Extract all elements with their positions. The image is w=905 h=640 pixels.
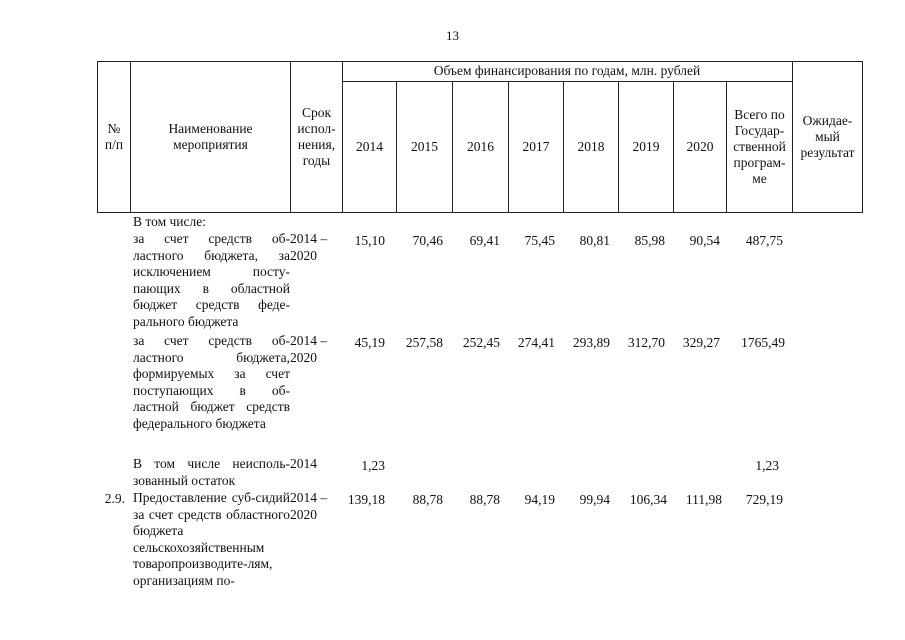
header-year: 2018 xyxy=(577,139,605,154)
row-value: 70,46 xyxy=(412,233,443,248)
row-value: 75,45 xyxy=(524,233,555,248)
row-value: 99,94 xyxy=(579,492,610,507)
col-border xyxy=(862,61,863,213)
row-value: 45,19 xyxy=(354,335,385,350)
row-value: 1,23 xyxy=(361,458,385,473)
row-value: 88,78 xyxy=(469,492,500,507)
header-total: Всего по Государ- ственной програм- ме xyxy=(733,107,786,186)
header-bottom-border xyxy=(97,212,862,213)
row-text: за счет средств об-ластного бюджета, за исключением посту-пающих в областной бюджет средств феде-рального бюджета xyxy=(133,231,290,329)
header-funding: Объем финансирования по годам, млн. рублей xyxy=(433,63,701,78)
row-total: 729,19 xyxy=(745,492,783,507)
row-value: 94,19 xyxy=(524,492,555,507)
row-value: 252,45 xyxy=(462,335,500,350)
row-term: 2014 – 2020 xyxy=(290,490,328,522)
row-text: В том числе неисполь-зованный остаток xyxy=(133,456,290,488)
header-name: Наименование мероприятия xyxy=(168,121,253,152)
row-value: 69,41 xyxy=(469,233,500,248)
row-value: 293,89 xyxy=(572,335,610,350)
row-value: 139,18 xyxy=(347,492,385,507)
row-total: 1765,49 xyxy=(741,335,785,350)
row-value: 85,98 xyxy=(634,233,665,248)
row-value: 15,10 xyxy=(354,233,385,248)
row-value: 106,34 xyxy=(629,492,667,507)
row-term: 2014 – 2020 xyxy=(290,333,328,365)
row-total: 487,75 xyxy=(745,233,783,248)
header-no: № п/п xyxy=(104,121,124,152)
row-text: В том числе: xyxy=(133,214,206,229)
header-term: Срок испол- нения, годы xyxy=(297,105,336,168)
header-year: 2020 xyxy=(686,139,714,154)
row-total: 1,23 xyxy=(755,458,779,473)
row-value: 88,78 xyxy=(412,492,443,507)
row-value: 312,70 xyxy=(627,335,665,350)
row-text: Предоставление суб-сидий за счет средств областного бюджета сельскохозяйственным товаропроизводите-лям, организациям по- xyxy=(133,490,290,588)
header-year: 2016 xyxy=(467,139,494,154)
page-number: 13 xyxy=(446,28,459,43)
header-year: 2017 xyxy=(522,139,550,154)
row-term: 2014 xyxy=(290,456,317,471)
header-year: 2019 xyxy=(632,139,660,154)
row-value: 111,98 xyxy=(685,492,722,507)
row-value: 329,27 xyxy=(682,335,720,350)
header-year: 2015 xyxy=(411,139,438,154)
row-value: 80,81 xyxy=(579,233,610,248)
header-year: 2014 xyxy=(356,139,383,154)
header-result: Ожидае- мый результат xyxy=(800,113,855,160)
row-value: 90,54 xyxy=(689,233,720,248)
row-number: 2.9. xyxy=(104,491,125,506)
row-text: за счет средств об-ластного бюджета, формируемых за счет поступающих в об-ластной бюджет средств федерального бюджета xyxy=(133,333,290,431)
row-term: 2014 – 2020 xyxy=(290,231,328,263)
row-value: 257,58 xyxy=(405,335,443,350)
row-value: 274,41 xyxy=(517,335,555,350)
